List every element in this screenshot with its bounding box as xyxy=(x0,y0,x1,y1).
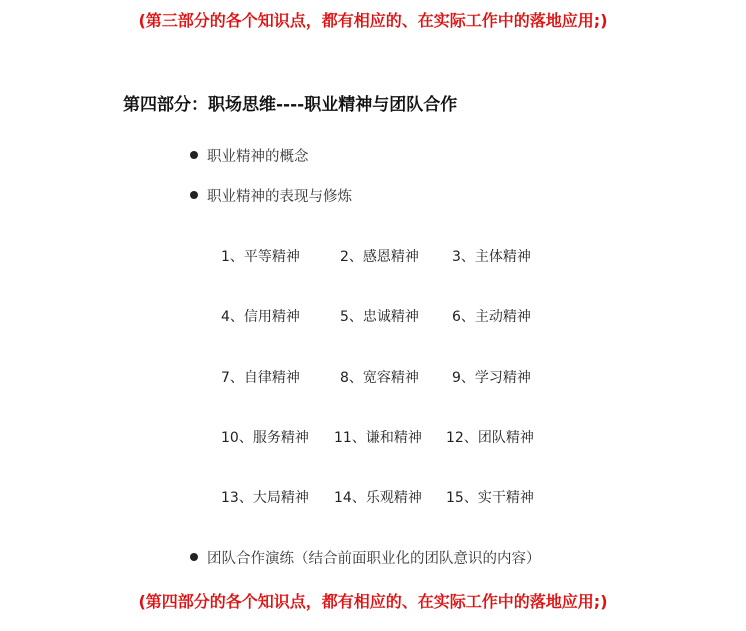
spirit-item: 7、自律精神 xyxy=(221,370,300,386)
bullet-item-team-exercise xyxy=(190,549,541,569)
spirit-item: 14、乐观精神 xyxy=(334,490,422,506)
spirit-item: 15、实干精神 xyxy=(446,490,534,506)
spirit-item: 11、谦和精神 xyxy=(334,430,422,446)
spirit-item: 6、主动精神 xyxy=(452,309,531,325)
spirit-item: 1、平等精神 xyxy=(221,249,300,265)
section-title: 第四部分：职场思维----职业精神与团队合作 xyxy=(123,95,458,115)
spirit-item: 4、信用精神 xyxy=(221,309,300,325)
spirit-item: 2、感恩精神 xyxy=(340,249,419,265)
spirit-item: 5、忠诚精神 xyxy=(340,309,419,325)
bullet-text: 职业精神的概念 xyxy=(207,149,309,165)
spirit-item: 9、学习精神 xyxy=(452,370,531,386)
spirit-item: 3、主体精神 xyxy=(452,249,531,265)
spirit-item: 8、宽容精神 xyxy=(340,370,419,386)
spirit-item: 13、大局精神 xyxy=(221,490,309,506)
bullet-dot-icon xyxy=(190,553,198,561)
bullet-text: 团队合作演练（结合前面职业化的团队意识的内容） xyxy=(207,551,541,567)
top-red-note: (第三部分的各个知识点，都有相应的、在实际工作中的落地应用;) xyxy=(138,11,608,30)
spirit-item: 12、团队精神 xyxy=(446,430,534,446)
bottom-red-note: (第四部分的各个知识点，都有相应的、在实际工作中的落地应用;) xyxy=(138,592,608,611)
spirit-item: 10、服务精神 xyxy=(221,430,309,446)
bullet-text: 职业精神的表现与修炼 xyxy=(207,189,352,205)
